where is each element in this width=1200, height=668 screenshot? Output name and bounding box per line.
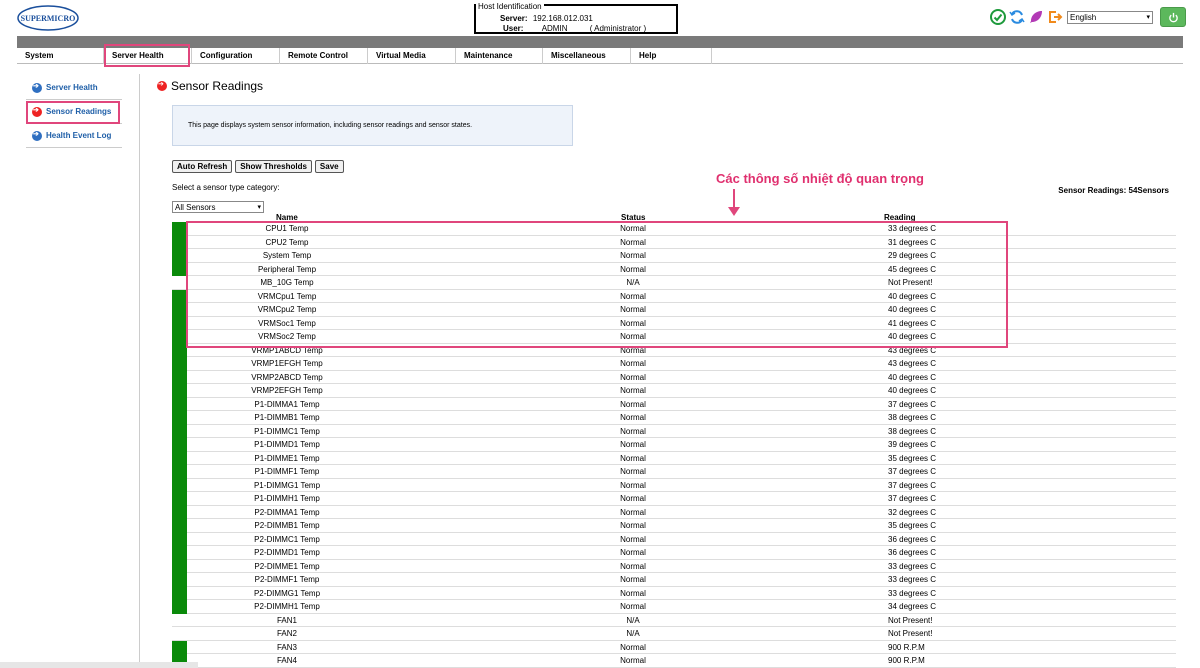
- action-buttons: [172, 160, 344, 173]
- user-value: ADMIN: [541, 24, 568, 33]
- sensor-name: P1-DIMMB1 Temp: [254, 413, 320, 422]
- sensor-name: VRMP2EFGH Temp: [251, 386, 323, 395]
- chevron-down-icon: ▾: [257, 204, 261, 211]
- table-row: [172, 479, 1176, 493]
- sensor-type-label: Select a sensor type category:: [172, 183, 280, 192]
- sensor-count-summary: Sensor Readings: 54Sensors: [1058, 186, 1169, 195]
- status-indicator: [172, 425, 187, 439]
- status-indicator: [172, 438, 187, 452]
- sensor-name: P1-DIMMF1 Temp: [254, 467, 320, 476]
- logo-text: SUPERMICRO: [20, 14, 76, 23]
- menu-remote-control[interactable]: Remote Control: [280, 48, 368, 64]
- menu-configuration[interactable]: Configuration: [192, 48, 280, 64]
- sensor-reading: 37 degrees C: [888, 494, 937, 503]
- sensor-status: Normal: [620, 237, 646, 247]
- table-row: [172, 560, 1176, 574]
- status-indicator: [172, 573, 187, 587]
- status-indicator: [172, 627, 187, 641]
- status-indicator: [172, 533, 187, 547]
- info-text: This page displays system sensor information, including sensor readings and sensor states.: [188, 122, 473, 129]
- sensor-status: Normal: [620, 345, 646, 355]
- status-indicator: [172, 600, 187, 614]
- menu-virtual-media[interactable]: Virtual Media: [368, 48, 456, 64]
- table-row: [172, 573, 1176, 587]
- table-row: [172, 492, 1176, 506]
- status-indicator: [172, 560, 187, 574]
- sensor-name: VRMSoc1 Temp: [258, 318, 316, 328]
- sensor-status: Normal: [620, 440, 646, 449]
- sensor-reading: 33 degrees C: [888, 575, 937, 584]
- sidebar-item-label: Server Health: [46, 83, 98, 92]
- sensor-reading: 45 degrees C: [888, 264, 937, 274]
- status-indicator: [172, 398, 187, 412]
- sensor-name: FAN4: [276, 656, 297, 665]
- menu-miscellaneous[interactable]: Miscellaneous: [543, 48, 631, 64]
- sensor-status: Normal: [620, 305, 646, 314]
- sensor-status: Normal: [620, 588, 646, 598]
- sensor-status: Normal: [620, 480, 646, 490]
- host-identification-legend: Host Identification: [478, 2, 542, 11]
- sensor-status: Normal: [620, 318, 646, 328]
- status-indicator: [172, 317, 187, 331]
- table-row: [172, 425, 1176, 439]
- status-indicator: [172, 303, 187, 317]
- sensor-reading: 43 degrees C: [888, 345, 937, 355]
- column-name: Name: [276, 213, 298, 222]
- arrow-circle-icon: [157, 81, 167, 91]
- sensor-reading: 38 degrees C: [888, 426, 937, 436]
- sensor-name: P2-DIMMH1 Temp: [254, 602, 320, 611]
- sensor-reading: 31 degrees C: [888, 237, 937, 247]
- sensor-status: Normal: [620, 467, 646, 476]
- sensor-status: Normal: [620, 507, 646, 517]
- sensor-name: VRMP1EFGH Temp: [251, 359, 323, 368]
- power-icon: [1168, 12, 1179, 23]
- sensor-name: P1-DIMMD1 Temp: [254, 440, 320, 449]
- table-row: [172, 411, 1176, 425]
- sensor-status: Normal: [620, 642, 646, 652]
- server-value: 192.168.012.031: [532, 14, 593, 23]
- header-divider: [17, 36, 1183, 48]
- sensor-reading: 34 degrees C: [888, 602, 937, 611]
- sensor-reading: 40 degrees C: [888, 305, 937, 314]
- sensor-reading: Not Present!: [888, 629, 933, 638]
- sidebar-item-server-health[interactable]: [26, 76, 122, 100]
- page-title-text: Sensor Readings: [171, 79, 264, 93]
- sensor-reading: 37 degrees C: [888, 480, 937, 490]
- table-row: [172, 654, 1176, 668]
- status-indicator: [172, 465, 187, 479]
- status-indicator: [172, 506, 187, 520]
- sidebar: [16, 74, 140, 668]
- sensor-reading: 900 R.P.M: [888, 656, 925, 665]
- save-button[interactable]: Save: [315, 160, 344, 173]
- status-indicator: [172, 411, 187, 425]
- sidebar-item-label: Sensor Readings: [46, 107, 112, 116]
- menu-maintenance[interactable]: Maintenance: [456, 48, 543, 64]
- sensor-name: CPU1 Temp: [265, 224, 309, 233]
- sensor-status: Normal: [620, 561, 646, 571]
- sensor-reading: 36 degrees C: [888, 534, 937, 544]
- sensor-status: Normal: [620, 534, 646, 544]
- sensor-status: Normal: [620, 224, 646, 233]
- column-status: Status: [621, 213, 646, 222]
- sensor-reading: 40 degrees C: [888, 372, 937, 382]
- sensor-name: P2-DIMME1 Temp: [254, 561, 320, 571]
- status-strip: [0, 662, 198, 668]
- status-indicator: [172, 492, 187, 506]
- column-reading: Reading: [884, 213, 916, 222]
- menu-help[interactable]: Help: [631, 48, 712, 64]
- sensor-type-select[interactable]: [172, 201, 264, 213]
- sensor-reading: 37 degrees C: [888, 399, 937, 409]
- page-title: [157, 79, 263, 93]
- sensor-name: P2-DIMMG1 Temp: [253, 588, 321, 598]
- table-row: [172, 614, 1176, 628]
- sensor-status: N/A: [626, 615, 640, 625]
- status-indicator: [172, 452, 187, 466]
- sensor-name: Peripheral Temp: [257, 264, 317, 274]
- table-row: [172, 546, 1176, 560]
- sensor-reading: 33 degrees C: [888, 224, 937, 233]
- sensor-status: Normal: [620, 372, 646, 382]
- table-row: [172, 506, 1176, 520]
- sensor-name: FAN2: [276, 629, 297, 638]
- sensor-name: P1-DIMMA1 Temp: [254, 399, 320, 409]
- status-indicator: [172, 384, 187, 398]
- top-right-toolbar: [990, 7, 1186, 27]
- status-indicator: [172, 587, 187, 601]
- table-row: [172, 627, 1176, 641]
- sensor-reading: 33 degrees C: [888, 588, 937, 598]
- sensor-reading: 37 degrees C: [888, 467, 937, 476]
- server-health-highlight: [104, 44, 190, 67]
- arrow-circle-icon: [32, 131, 42, 141]
- feather-icon[interactable]: [1028, 9, 1044, 25]
- user-label: User:: [503, 24, 524, 33]
- sidebar-item-label: Health Event Log: [46, 131, 112, 140]
- status-indicator: [172, 614, 187, 628]
- sensor-reading: 29 degrees C: [888, 251, 937, 260]
- status-indicator: [172, 276, 187, 290]
- sensor-status: Normal: [620, 386, 646, 395]
- menu-server-health[interactable]: Server Health: [104, 48, 192, 64]
- sensor-status: Normal: [620, 494, 646, 503]
- sync-icon[interactable]: [1009, 9, 1025, 25]
- table-row: [172, 371, 1176, 385]
- sensor-type-value: All Sensors: [175, 202, 216, 212]
- sensor-name: VRMCpu2 Temp: [257, 305, 317, 314]
- sensor-status: Normal: [620, 521, 646, 530]
- language-select[interactable]: [1067, 11, 1153, 24]
- sensor-status: Normal: [620, 291, 646, 301]
- main-menu: [17, 48, 1183, 64]
- sensor-reading: 40 degrees C: [888, 386, 937, 395]
- status-indicator: [172, 344, 187, 358]
- arrow-circle-icon: [32, 83, 42, 93]
- user-role: ( Administrator ): [589, 24, 647, 33]
- sensor-status: Normal: [620, 251, 646, 260]
- sensor-name: P2-DIMMF1 Temp: [254, 575, 320, 584]
- sensor-status: Normal: [620, 413, 646, 422]
- sensor-reading: 43 degrees C: [888, 359, 937, 368]
- table-row: [172, 465, 1176, 479]
- table-row: [172, 519, 1176, 533]
- sensor-name: VRMP2ABCD Temp: [251, 372, 323, 382]
- status-indicator: [172, 371, 187, 385]
- sensor-reading: 35 degrees C: [888, 453, 937, 463]
- sensor-reading: 900 R.P.M: [888, 642, 925, 652]
- sensor-status: Normal: [620, 656, 646, 665]
- sensor-reading: 36 degrees C: [888, 548, 937, 557]
- sensor-name: System Temp: [262, 251, 312, 260]
- sensor-reading: 38 degrees C: [888, 413, 937, 422]
- sensor-reading: Not Present!: [888, 615, 933, 625]
- status-indicator: [172, 641, 187, 655]
- table-row: [172, 600, 1176, 614]
- sensor-reading: 40 degrees C: [888, 291, 937, 301]
- status-indicator: [172, 263, 187, 277]
- table-row: [172, 398, 1176, 412]
- table-row: [172, 384, 1176, 398]
- host-identification-box: [474, 4, 678, 34]
- sensor-status: Normal: [620, 602, 646, 611]
- annotation-text: Các thông số nhiệt độ quan trọng: [716, 171, 924, 186]
- sidebar-item-health-event-log[interactable]: [26, 124, 122, 148]
- sensor-name: VRMP1ABCD Temp: [251, 345, 323, 355]
- sensor-name: P2-DIMMD1 Temp: [254, 548, 320, 557]
- sensor-status: Normal: [620, 453, 646, 463]
- status-indicator: [172, 546, 187, 560]
- status-indicator: [172, 479, 187, 493]
- refresh-check-icon[interactable]: [990, 9, 1006, 25]
- chevron-down-icon: ▾: [1146, 14, 1150, 21]
- sensor-status: Normal: [620, 548, 646, 557]
- sensor-status: Normal: [620, 264, 646, 274]
- sensor-status: N/A: [626, 278, 640, 287]
- sensor-status: Normal: [620, 359, 646, 368]
- show-thresholds-button[interactable]: Show Thresholds: [235, 160, 312, 173]
- server-label: Server:: [500, 14, 528, 23]
- status-indicator: [172, 330, 187, 344]
- sensor-reading: 40 degrees C: [888, 332, 937, 341]
- sensor-name: VRMSoc2 Temp: [258, 332, 316, 341]
- sensor-status: Normal: [620, 399, 646, 409]
- sensor-name: VRMCpu1 Temp: [257, 291, 317, 301]
- important-temps-highlight: [186, 221, 1008, 348]
- sensor-name: MB_10G Temp: [260, 278, 314, 287]
- table-row: [172, 641, 1176, 655]
- sensor-status: N/A: [626, 629, 640, 638]
- sensor-status: Normal: [620, 426, 646, 436]
- table-row: [172, 452, 1176, 466]
- status-indicator: [172, 357, 187, 371]
- status-indicator: [172, 222, 187, 236]
- table-row: [172, 587, 1176, 601]
- sensor-name: P1-DIMMH1 Temp: [254, 494, 320, 503]
- table-row: [172, 357, 1176, 371]
- status-indicator: [172, 519, 187, 533]
- sensor-reading: 32 degrees C: [888, 507, 937, 517]
- sensor-reading: 39 degrees C: [888, 440, 937, 449]
- sensor-readings-highlight: [26, 101, 120, 124]
- status-indicator: [172, 290, 187, 304]
- sensor-name: P1-DIMMC1 Temp: [254, 426, 320, 436]
- sensor-name: P2-DIMMB1 Temp: [254, 521, 320, 530]
- table-row: [172, 533, 1176, 547]
- sensor-name: CPU2 Temp: [265, 237, 309, 247]
- status-indicator: [172, 236, 187, 250]
- menu-system[interactable]: System: [17, 48, 104, 64]
- sensor-status: Normal: [620, 575, 646, 584]
- sensor-name: P2-DIMMC1 Temp: [254, 534, 320, 544]
- supermicro-logo: [16, 4, 80, 32]
- sensor-name: FAN1: [276, 615, 297, 625]
- sensor-name: P2-DIMMA1 Temp: [254, 507, 320, 517]
- table-row: [172, 438, 1176, 452]
- auto-refresh-button[interactable]: Auto Refresh: [172, 160, 232, 173]
- sensor-reading: 41 degrees C: [888, 318, 937, 328]
- power-button[interactable]: [1160, 7, 1186, 27]
- sensor-reading: 35 degrees C: [888, 521, 937, 530]
- status-indicator: [172, 249, 187, 263]
- sensor-name: P1-DIMMG1 Temp: [253, 480, 321, 490]
- logout-icon[interactable]: [1047, 9, 1063, 25]
- sensor-reading: Not Present!: [888, 278, 933, 287]
- language-value: English: [1070, 12, 1097, 22]
- sensor-status: Normal: [620, 332, 646, 341]
- sensor-name: FAN3: [276, 642, 297, 652]
- sensor-name: P1-DIMME1 Temp: [254, 453, 320, 463]
- sensor-reading: 33 degrees C: [888, 561, 937, 571]
- info-box: [172, 105, 573, 146]
